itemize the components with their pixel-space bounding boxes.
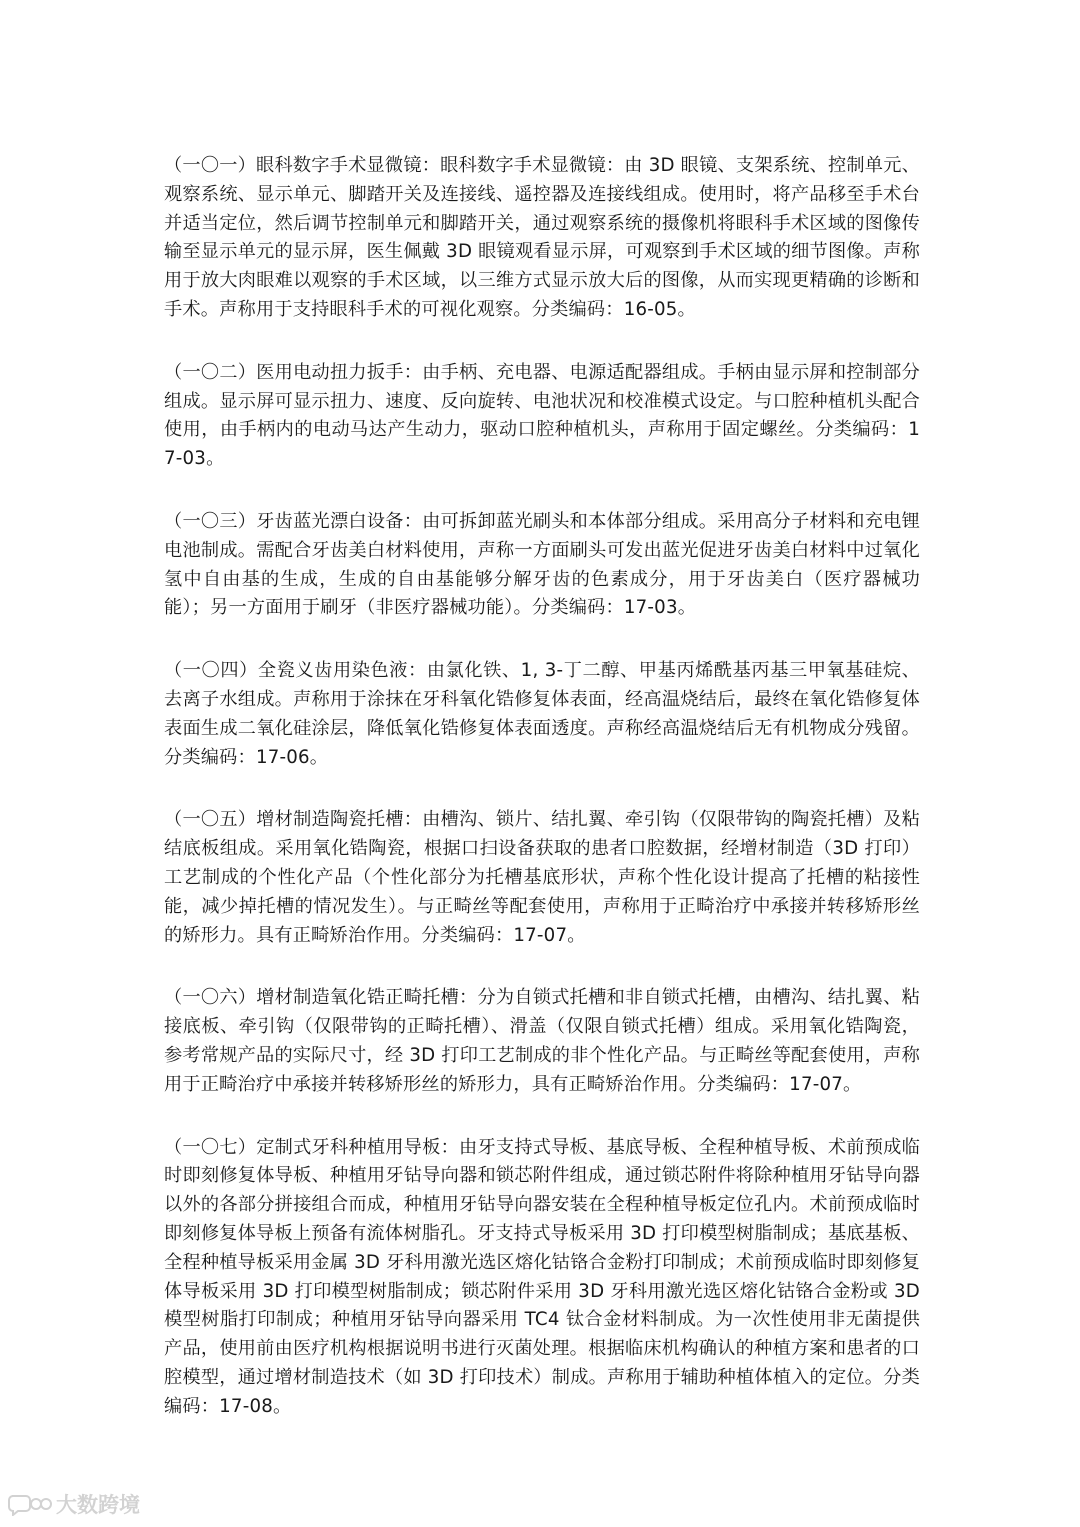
watermark-text: 大数跨境 bbox=[56, 1493, 140, 1517]
document-body bbox=[164, 152, 920, 1455]
paragraph-103: （一〇三）牙齿蓝光漂白设备：由可拆卸蓝光刷头和本体部分组成。采用高分子材料和充电锂电池制成。需配合牙齿美白材料使用，声称一方面刷头可发出蓝光促进牙齿美白材料中过氧化氢中自由基的生成，生成的自由基能够分解牙齿的色素成分，用于牙齿美白（医疗器械功能）；另一方面用于刷牙（非医疗器械功能）。分类编码：17-03。 bbox=[164, 510, 920, 619]
paragraph-101: （一〇一）眼科数字手术显微镜：眼科数字手术显微镜：由 3D 眼镜、支架系统、控制单元、观察系统、显示单元、脚踏开关及连接线、遥控器及连接线组成。使用时，将产品移至手术台并适当定位，然后调节控制单元和脚踏开关，通过观察系统的摄像机将眼科手术区域的图像传输至显示单元的显示屏，医生佩戴 3D 眼镜观看显示屏，可观察到手术区域的细节图像。声称用于放大肉眼难以观察的手术区域，以三维方式显示放大后的图像，从而实现更精确的诊断和手术。声称用于支持眼科手术的可视化观察。分类编码：16-05。 bbox=[164, 155, 920, 320]
watermark bbox=[8, 1489, 140, 1519]
paragraph-105: （一〇五）增材制造陶瓷托槽：由槽沟、锁片、结扎翼、牵引钩（仅限带钩的陶瓷托槽）及粘结底板组成。采用氧化锆陶瓷，根据口扫设备获取的患者口腔数据，经增材制造（3D 打印）工艺制成的个性化产品（个性化部分为托槽基底形状，声称个性化设计提高了托槽的粘接性能，减少掉托槽的情况发生）。与正畸丝等配套使用，声称用于正畸治疗中承接并转移矫形丝的矫形力。具有正畸矫治作用。分类编码：17-07。 bbox=[164, 809, 920, 946]
paragraph-107: （一〇七）定制式牙科种植用导板：由牙支持式导板、基底导板、全程种植导板、术前预成临时即刻修复体导板、种植用牙钻导向器和锁芯附件组成，通过锁芯附件将除种植用牙钻导向器以外的各部分拼接组合而成，种植用牙钻导向器安装在全程种植导板定位孔内。术前预成临时即刻修复体导板上预备有流体树脂孔。牙支持式导板采用 3D 打印模型树脂制成；基底基板、全程种植导板采用金属 3D 牙科用激光选区熔化钴铬合金粉打印制成；术前预成临时即刻修复体导板采用 3D 打印模型树脂制成；锁芯附件采用 3D 牙科用激光选区熔化钴铬合金粉或 3D 模型树脂打印制成；种植用牙钻导向器采用 TC4 钛合金材料制成。为一次性使用非无菌提供产品，使用前由医疗机构根据说明书进行灭菌处理。根据临床机构确认的种植方案和患者的口腔模型，通过增材制造技术（如 3D 打印技术）制成。声称用于辅助种植体植入的定位。分类编码：17-08。 bbox=[164, 1136, 920, 1417]
paragraph-102: （一〇二）医用电动扭力扳手：由手柄、充电器、电源适配器组成。手柄由显示屏和控制部分组成。显示屏可显示扭力、速度、反向旋转、电池状况和校准模式设定。与口腔种植机头配合使用，由手柄内的电动马达产生动力，驱动口腔种植机头，声称用于固定螺丝。分类编码：17-03。 bbox=[164, 361, 920, 470]
chat-bubble-logo-icon bbox=[8, 1492, 52, 1516]
paragraph-104: （一〇四）全瓷义齿用染色液：由氯化铁、1, 3-丁二醇、甲基丙烯酰基丙基三甲氧基硅烷、去离子水组成。声称用于涂抹在牙科氧化锆修复体表面，经高温烧结后，最终在氧化锆修复体表面生成二氧化硅涂层，降低氧化锆修复体表面透度。声称经高温烧结后无有机物成分残留。分类编码：17-06。 bbox=[164, 660, 920, 768]
paragraph-106: （一〇六）增材制造氧化锆正畸托槽：分为自锁式托槽和非自锁式托槽，由槽沟、结扎翼、粘接底板、牵引钩（仅限带钩的正畸托槽）、滑盖（仅限自锁式托槽）组成。采用氧化锆陶瓷，参考常规产品的实际尺寸，经 3D 打印工艺制成的非个性化产品。与正畸丝等配套使用，声称用于正畸治疗中承接并转移矫形丝的矫形力，具有正畸矫治作用。分类编码：17-07。 bbox=[164, 987, 920, 1095]
